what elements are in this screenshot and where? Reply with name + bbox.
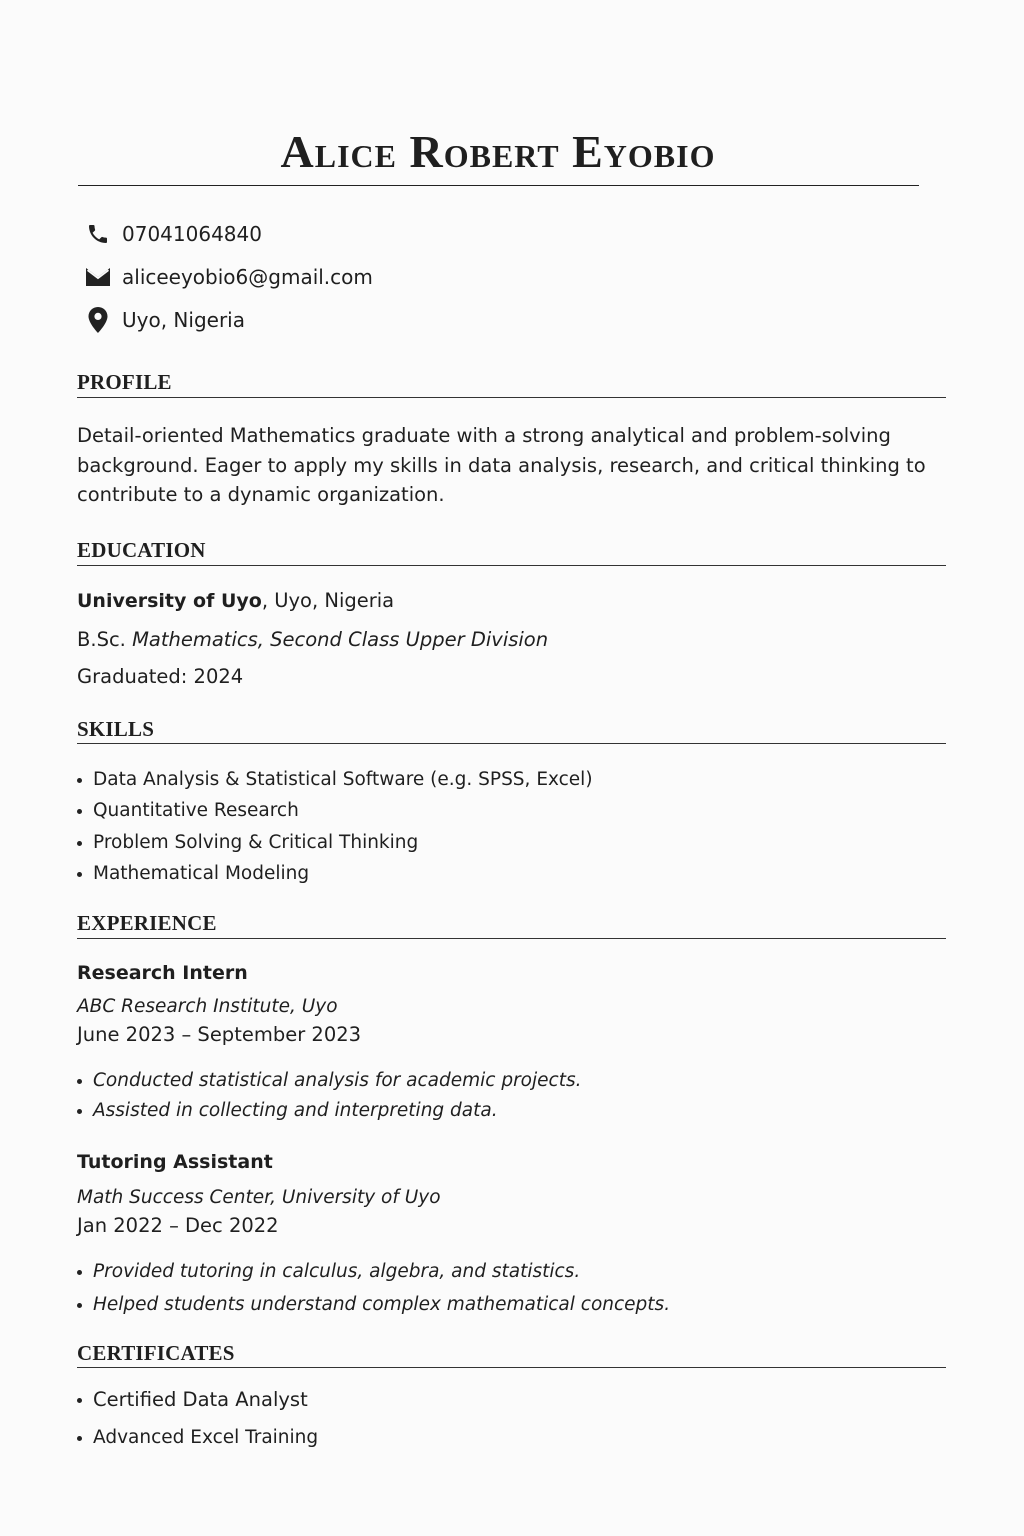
email-address: aliceeyobio6@gmail.com <box>122 265 373 289</box>
bullet-icon <box>77 872 82 877</box>
skills-divider <box>77 743 946 744</box>
skill-item <box>77 799 299 823</box>
phone-icon <box>84 220 112 248</box>
experience-heading: EXPERIENCE <box>77 911 217 935</box>
job-organization: ABC Research Institute, Uyo <box>77 996 338 1017</box>
bullet-icon <box>77 809 82 814</box>
job-bullet <box>77 1260 580 1284</box>
profile-summary: Detail-oriented Mathematics graduate with a strong analytical and problem-solving background. Eager to apply my skills in data analysis, research, and critical thinking to contribute to a dynamic organization. <box>77 424 926 506</box>
profile-heading: PROFILE <box>77 370 172 394</box>
skill-item <box>77 831 418 855</box>
profile-divider <box>77 397 946 398</box>
skill-item <box>77 862 309 886</box>
education-school-line <box>77 588 394 614</box>
education-heading: EDUCATION <box>77 538 206 562</box>
bullet-icon <box>77 1270 82 1275</box>
skill-text: Quantitative Research <box>93 800 299 821</box>
bullet-icon <box>77 1436 82 1441</box>
job-dates: June 2023 – September 2023 <box>77 1023 362 1046</box>
skill-text: Problem Solving & Critical Thinking <box>93 832 419 853</box>
job-title: Research Intern <box>77 962 248 984</box>
skill-item <box>77 768 593 792</box>
certificate-item <box>77 1426 318 1450</box>
graduation-year: Graduated: 2024 <box>77 665 244 688</box>
skill-text: Data Analysis & Statistical Software (e.g. SPSS, Excel) <box>93 769 593 790</box>
job-bullet <box>77 1293 670 1317</box>
degree-detail: Mathematics, Second Class Upper Division <box>132 628 549 651</box>
resume-name: Alice Robert Eyobio <box>280 126 716 177</box>
job-organization: Math Success Center, University of Uyo <box>77 1187 441 1208</box>
certificates-divider <box>77 1367 946 1368</box>
experience-divider <box>77 938 946 939</box>
certificate-text: Advanced Excel Training <box>93 1427 319 1448</box>
contact-email[interactable] <box>84 262 373 292</box>
bullet-icon <box>77 1398 82 1403</box>
certificate-item <box>77 1388 308 1412</box>
contact-location <box>84 305 245 335</box>
job-title: Tutoring Assistant <box>77 1151 273 1173</box>
location-text: Uyo, Nigeria <box>122 308 245 332</box>
bullet-icon <box>77 1109 82 1114</box>
contact-phone[interactable] <box>84 219 262 249</box>
education-divider <box>77 565 946 566</box>
job-bullet <box>77 1099 498 1123</box>
degree-prefix: B.Sc. <box>77 628 126 651</box>
bullet-icon <box>77 778 82 783</box>
certificates-heading: CERTIFICATES <box>77 1341 235 1365</box>
job-bullet <box>77 1069 581 1093</box>
bullet-icon <box>77 841 82 846</box>
bullet-icon <box>77 1079 82 1084</box>
job-dates: Jan 2022 – Dec 2022 <box>77 1214 279 1237</box>
skill-text: Mathematical Modeling <box>93 863 310 884</box>
map-pin-icon <box>84 306 112 334</box>
job-bullet-text: Conducted statistical analysis for academic projects. <box>93 1070 582 1091</box>
skills-heading: SKILLS <box>77 717 155 741</box>
school-name: University of Uyo <box>77 590 262 612</box>
job-bullet-text: Helped students understand complex mathematical concepts. <box>93 1294 671 1315</box>
phone-number: 07041064840 <box>122 222 262 246</box>
envelope-icon <box>84 263 112 291</box>
education-degree-line <box>77 627 548 653</box>
certificate-text: Certified Data Analyst <box>93 1388 308 1411</box>
bullet-icon <box>77 1303 82 1308</box>
job-bullet-text: Assisted in collecting and interpreting data. <box>93 1100 498 1121</box>
school-location: , Uyo, Nigeria <box>261 589 395 612</box>
header-divider <box>78 185 919 186</box>
job-bullet-text: Provided tutoring in calculus, algebra, and statistics. <box>93 1261 581 1282</box>
